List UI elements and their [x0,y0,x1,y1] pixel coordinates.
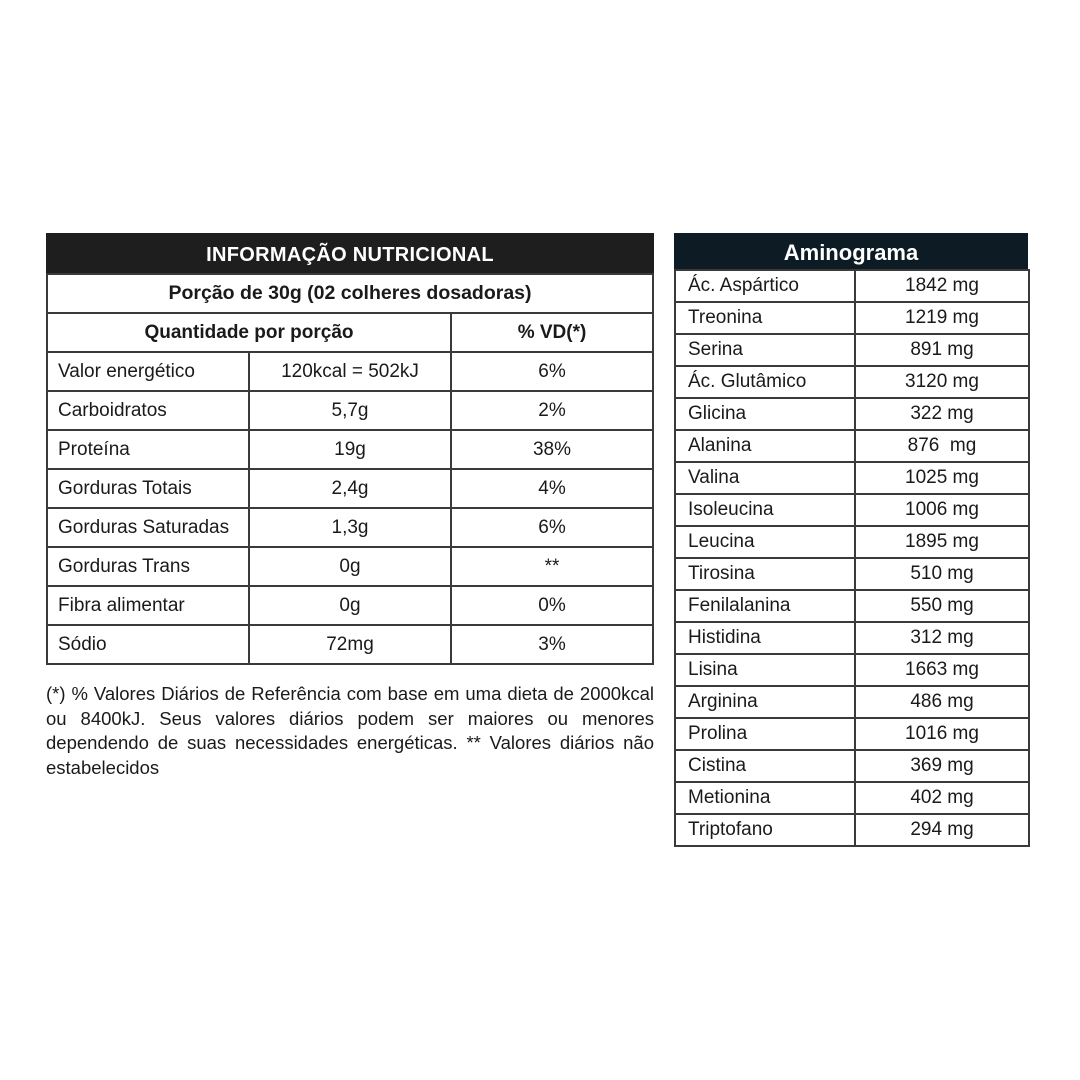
aminogram-table [674,269,1030,847]
amino-acid-name: Triptofano [675,814,855,846]
nutrient-amount: 19g [249,430,451,469]
nutrition-column-header-row [47,313,653,352]
nutrient-daily-value: 2% [451,391,653,430]
amino-acid-name: Cistina [675,750,855,782]
amino-acid-amount: 1025 mg [855,462,1029,494]
table-row [47,430,653,469]
nutrient-daily-value: 38% [451,430,653,469]
nutrition-facts-panel [46,233,654,665]
nutrient-amount: 5,7g [249,391,451,430]
aminogram-table-body [675,270,1029,846]
amino-acid-name: Treonina [675,302,855,334]
nutrient-amount: 1,3g [249,508,451,547]
amino-acid-name: Ác. Aspártico [675,270,855,302]
amino-acid-name: Arginina [675,686,855,718]
nutrient-label: Gorduras Saturadas [47,508,249,547]
table-row [675,782,1029,814]
amino-acid-amount: 1006 mg [855,494,1029,526]
amino-acid-amount: 876 mg [855,430,1029,462]
amino-acid-name: Tirosina [675,558,855,590]
amino-acid-amount: 369 mg [855,750,1029,782]
amino-acid-name: Metionina [675,782,855,814]
table-row [675,590,1029,622]
nutrient-label: Fibra alimentar [47,586,249,625]
table-row [675,750,1029,782]
aminogram-panel-title: Aminograma [674,233,1028,269]
amino-acid-name: Serina [675,334,855,366]
nutrient-label: Gorduras Trans [47,547,249,586]
amino-acid-amount: 322 mg [855,398,1029,430]
table-row [47,469,653,508]
nutrient-daily-value: ** [451,547,653,586]
amino-acid-name: Leucina [675,526,855,558]
amino-acid-name: Fenilalanina [675,590,855,622]
amino-acid-name: Ác. Glutâmico [675,366,855,398]
table-row [47,391,653,430]
nutrient-daily-value: 6% [451,352,653,391]
amino-acid-name: Glicina [675,398,855,430]
table-row [675,302,1029,334]
amino-acid-name: Alanina [675,430,855,462]
serving-size-row [47,274,653,313]
table-row [47,625,653,664]
amino-acid-amount: 1016 mg [855,718,1029,750]
table-row [675,526,1029,558]
table-row [675,494,1029,526]
amino-acid-name: Histidina [675,622,855,654]
nutrient-label: Sódio [47,625,249,664]
table-row [675,334,1029,366]
nutrient-amount: 72mg [249,625,451,664]
nutrient-daily-value: 0% [451,586,653,625]
table-row [675,654,1029,686]
table-row [47,508,653,547]
nutrient-amount: 120kcal = 502kJ [249,352,451,391]
amino-acid-name: Isoleucina [675,494,855,526]
table-row [675,558,1029,590]
table-row [47,352,653,391]
serving-size-label: Porção de 30g (02 colheres dosadoras) [47,274,653,313]
nutrient-daily-value: 4% [451,469,653,508]
amino-acid-amount: 1663 mg [855,654,1029,686]
amino-acid-amount: 1895 mg [855,526,1029,558]
amino-acid-name: Prolina [675,718,855,750]
table-row [675,398,1029,430]
nutrient-label: Valor energético [47,352,249,391]
amino-acid-name: Valina [675,462,855,494]
table-row [675,718,1029,750]
table-row [675,366,1029,398]
nutrient-label: Proteína [47,430,249,469]
amino-acid-amount: 510 mg [855,558,1029,590]
amino-acid-name: Lisina [675,654,855,686]
nutrition-panel-title: INFORMAÇÃO NUTRICIONAL [46,233,654,273]
table-row [675,270,1029,302]
aminogram-panel [674,233,1028,847]
nutrient-amount: 0g [249,586,451,625]
nutrient-label: Gorduras Totais [47,469,249,508]
nutrition-table-body [47,274,653,664]
amino-acid-amount: 891 mg [855,334,1029,366]
table-row [47,547,653,586]
amino-acid-amount: 486 mg [855,686,1029,718]
table-row [47,586,653,625]
table-row [675,686,1029,718]
nutrient-amount: 2,4g [249,469,451,508]
amino-acid-amount: 1842 mg [855,270,1029,302]
daily-value-column-header: % VD(*) [451,313,653,352]
amino-acid-amount: 312 mg [855,622,1029,654]
quantity-column-header: Quantidade por porção [47,313,451,352]
table-row [675,814,1029,846]
nutrient-amount: 0g [249,547,451,586]
table-row [675,622,1029,654]
daily-value-footnote: (*) % Valores Diários de Referência com base em uma dieta de 2000kcal ou 8400kJ. Seus valores diários podem ser maiores ou menores dependendo de suas necessidades energéticas. ** Valores diários não estabelecidos [46,683,654,778]
table-row [675,462,1029,494]
nutrient-daily-value: 6% [451,508,653,547]
nutrient-label: Carboidratos [47,391,249,430]
amino-acid-amount: 294 mg [855,814,1029,846]
nutrition-facts-table [46,273,654,665]
amino-acid-amount: 1219 mg [855,302,1029,334]
amino-acid-amount: 550 mg [855,590,1029,622]
nutrient-daily-value: 3% [451,625,653,664]
table-row [675,430,1029,462]
amino-acid-amount: 3120 mg [855,366,1029,398]
amino-acid-amount: 402 mg [855,782,1029,814]
